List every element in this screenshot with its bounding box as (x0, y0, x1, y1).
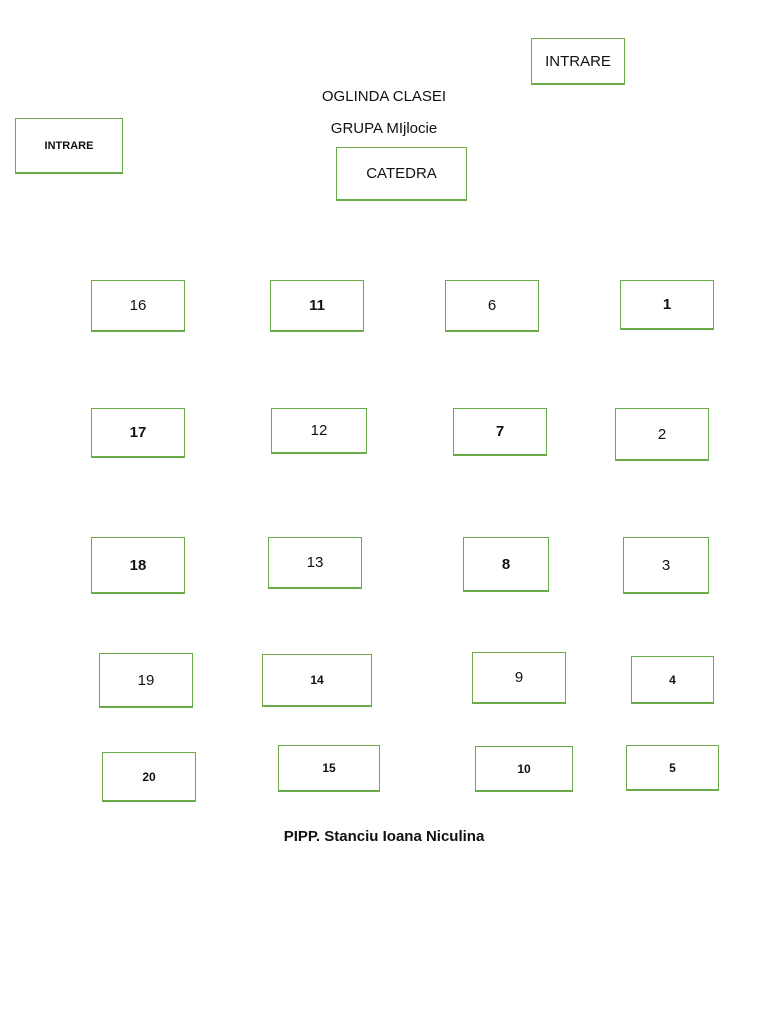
desk-19: 19 (99, 653, 193, 708)
desk-1: 1 (620, 280, 714, 330)
desk-9: 9 (472, 652, 566, 704)
desk-14: 14 (262, 654, 372, 707)
desk-7: 7 (453, 408, 547, 456)
entrance-left-box: INTRARE (15, 118, 123, 174)
desk-5: 5 (626, 745, 719, 791)
desk-16: 16 (91, 280, 185, 332)
desk-8: 8 (463, 537, 549, 592)
desk-10: 10 (475, 746, 573, 792)
entrance-right-box: INTRARE (531, 38, 625, 85)
desk-18: 18 (91, 537, 185, 594)
group-subtitle: GRUPA MIjlocie (330, 120, 438, 137)
page-title: OGLINDA CLASEI (321, 88, 447, 105)
desk-20: 20 (102, 752, 196, 802)
desk-15: 15 (278, 745, 380, 792)
desk-13: 13 (268, 537, 362, 589)
desk-3: 3 (623, 537, 709, 594)
desk-12: 12 (271, 408, 367, 454)
desk-17: 17 (91, 408, 185, 458)
author-signature: PIPP. Stanciu Ioana Niculina (283, 828, 485, 845)
desk-4: 4 (631, 656, 714, 704)
desk-11: 11 (270, 280, 364, 332)
desk-6: 6 (445, 280, 539, 332)
desk-2: 2 (615, 408, 709, 461)
teacher-desk-box: CATEDRA (336, 147, 467, 201)
